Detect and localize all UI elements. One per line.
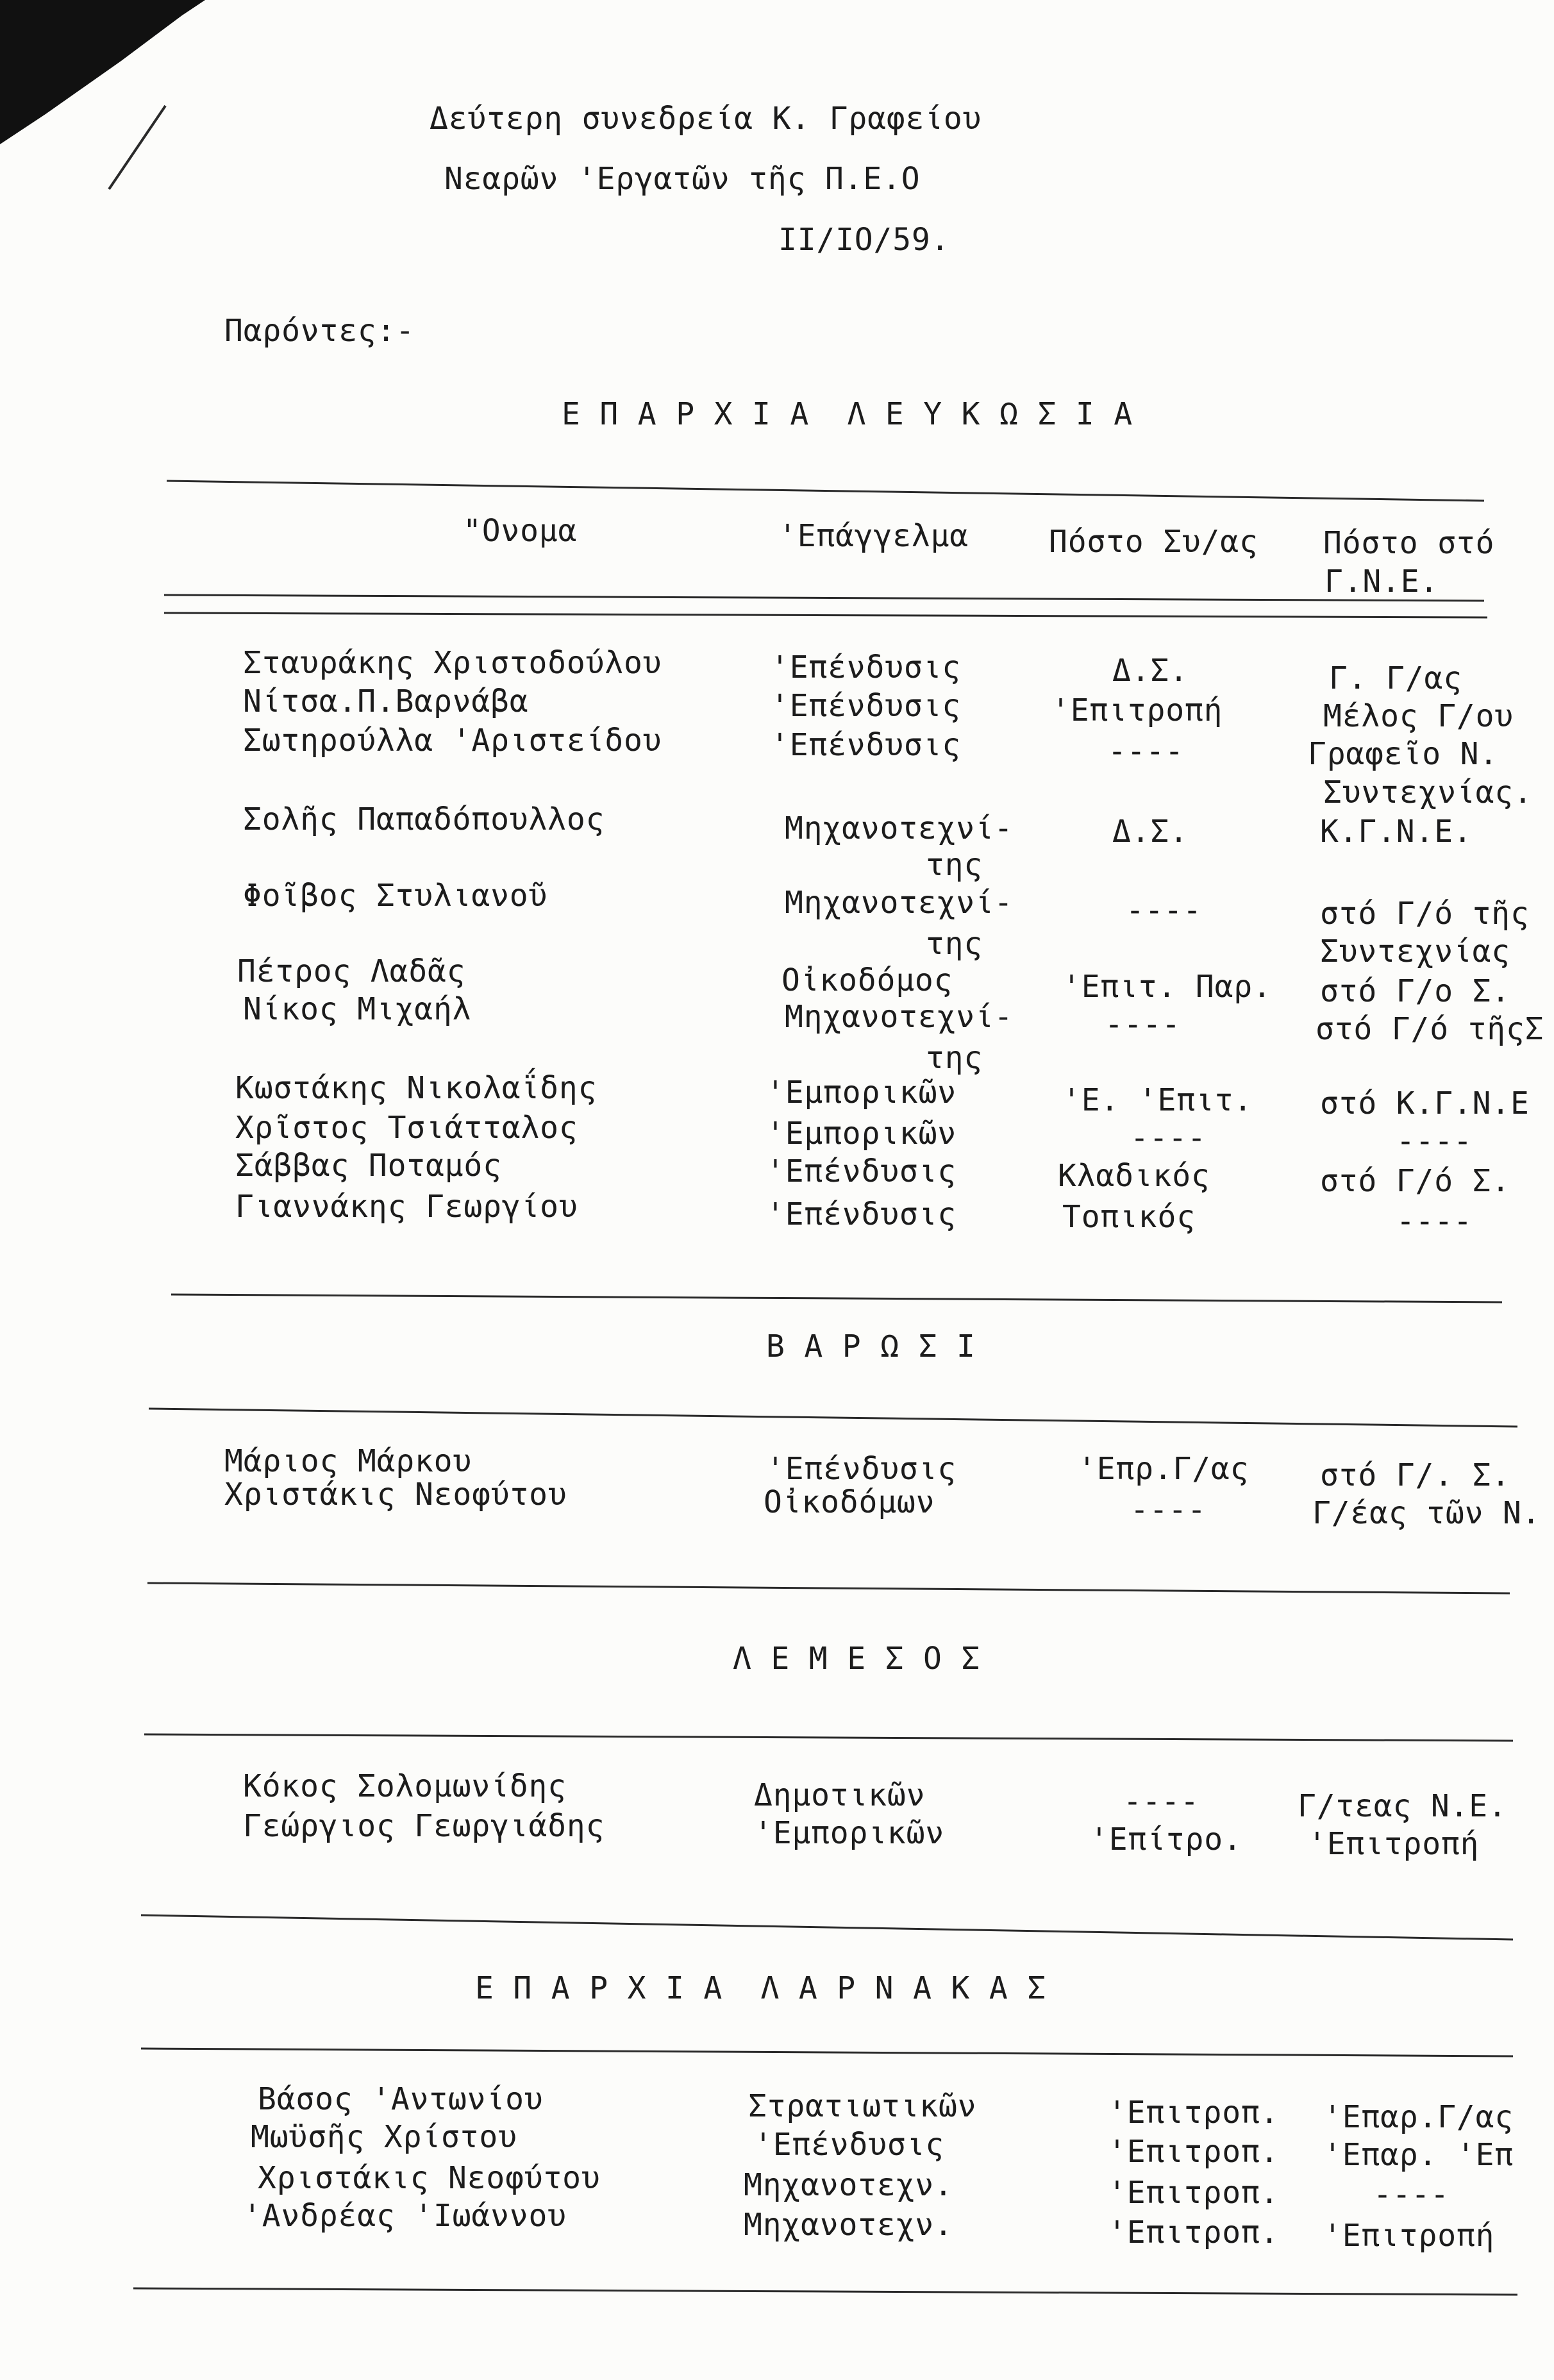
column-header-post-gne-cont: Γ.Ν.Ε. [1324, 564, 1439, 599]
union-post: Δ.Σ. [1112, 653, 1189, 689]
member-occupation: 'Επένδυσις [771, 688, 961, 724]
member-occupation-cont: της [926, 847, 983, 883]
gne-post: Μέλος Γ/ου [1323, 698, 1514, 734]
member-name: Γεώργιος Γεωργιάδης [243, 1808, 605, 1844]
union-post: 'Επιτροπ. [1108, 2134, 1280, 2170]
gne-post: Γ/τεας Ν.Ε. [1298, 1788, 1507, 1824]
member-occupation: Μηχανοτεχνί- [785, 810, 1014, 846]
column-header-post-union: Πόστο Συ/ας [1049, 524, 1258, 560]
gne-post-cont: Συντεχνίας [1320, 934, 1510, 969]
gne-post: ---- [1373, 2177, 1450, 2213]
member-name: Χρῖστος Τσιάτταλος [235, 1110, 578, 1146]
member-occupation: 'Επένδυσις [771, 727, 961, 763]
union-post: Τοπικός [1062, 1199, 1196, 1235]
member-occupation: 'Εμπορικῶν [766, 1116, 957, 1152]
member-name: Χριστάκις Νεοφύτου [258, 2160, 601, 2196]
union-post: 'Επίτρο. [1090, 1822, 1242, 1857]
union-post: 'Επρ.Γ/ας [1078, 1451, 1249, 1487]
gne-post: ---- [1396, 1123, 1473, 1159]
member-name: Νίκος Μιχαήλ [243, 991, 472, 1027]
gne-post: στό Γ/. Σ. [1320, 1457, 1510, 1493]
member-name: Νίτσα.Π.Βαρνάβα [243, 683, 529, 719]
member-occupation: Οἰκοδόμων [764, 1484, 935, 1520]
gne-post: 'Επαρ. 'Επ [1323, 2137, 1514, 2173]
union-post: 'Ε. 'Επιτ. [1062, 1082, 1253, 1118]
union-post: ---- [1108, 733, 1184, 769]
rule-line [164, 613, 1487, 617]
gne-post: ---- [1396, 1203, 1473, 1239]
member-name: Χριστάκις Νεοφύτου [224, 1477, 567, 1513]
member-occupation-cont: της [926, 1040, 983, 1076]
union-post: ---- [1105, 1007, 1181, 1043]
member-name: Μωϋσῆς Χρίστου [251, 2119, 517, 2155]
gne-post: στό Κ.Γ.Ν.Ε [1320, 1085, 1530, 1121]
union-post: ---- [1130, 1120, 1207, 1156]
rule-line [133, 2288, 1517, 2295]
member-name: 'Ανδρέας 'Ιωάννου [243, 2198, 567, 2234]
member-name: Σάββας Ποταμός [235, 1148, 502, 1184]
member-occupation: Μηχανοτεχνί- [785, 999, 1014, 1035]
union-post: ---- [1126, 892, 1202, 928]
rule-line [147, 1583, 1510, 1593]
gne-post: Γ/έας τῶν Ν. [1312, 1495, 1541, 1531]
member-name: Μάριος Μάρκου [224, 1443, 472, 1479]
member-occupation: 'Εμπορικῶν [766, 1075, 957, 1110]
gne-post: στό Γ/ο Σ. [1320, 973, 1510, 1009]
member-name: Σολῆς Παπαδόπουλλος [243, 801, 605, 837]
column-header-occupation: 'Επάγγελμα [778, 518, 969, 554]
union-post: ---- [1130, 1492, 1207, 1528]
union-post: 'Επιτροπ. [1108, 2175, 1280, 2211]
member-name: Κόκος Σολομωνίδης [243, 1768, 567, 1804]
gne-post: 'Επαρ.Γ/ας [1323, 2099, 1514, 2135]
gne-post: στό Γ/ό τῆς [1320, 896, 1530, 932]
column-header-post-gne: Πόστο στό [1323, 525, 1495, 561]
union-post: 'Επιτροπ. [1108, 2215, 1280, 2250]
member-occupation: Μηχανοτεχν. [744, 2207, 953, 2243]
member-name: Σωτηρούλλα 'Αριστείδου [243, 723, 662, 758]
section-title: Ε Π Α Ρ Χ Ι Α Λ Ε Υ Κ Ω Σ Ι Α [562, 396, 1133, 432]
union-post: 'Επιτροπή [1051, 692, 1223, 728]
rule-line [141, 1915, 1513, 1940]
document-subtitle: Νεαρῶν 'Εργατῶν τῆς Π.Ε.Ο [444, 161, 921, 197]
member-name: Σταυράκης Χριστοδούλου [243, 645, 662, 681]
gne-post: 'Επιτροπή [1308, 1826, 1480, 1862]
member-name: Κωστάκης Νικολαΐδης [235, 1070, 597, 1106]
union-post: ---- [1123, 1784, 1199, 1820]
rule-line [149, 1409, 1517, 1427]
union-post: Κλαδικός [1058, 1158, 1210, 1194]
section-title: Λ Ε Μ Ε Σ Ο Σ [733, 1641, 981, 1677]
document-date: II/IO/59. [778, 222, 950, 258]
rule-line [141, 2049, 1513, 2056]
member-occupation: 'Εμπορικῶν [754, 1815, 944, 1851]
member-occupation: Στρατιωτικῶν [748, 2088, 977, 2124]
column-header-name: "Ονομα [463, 513, 578, 549]
union-post: Δ.Σ. [1112, 814, 1189, 850]
gne-post-cont: Συντεχνίας. [1323, 775, 1533, 810]
gne-post: Γραφεῖο Ν. [1308, 736, 1498, 772]
member-occupation: Μηχανοτεχνί- [785, 885, 1014, 921]
present-label: Παρόντες:- [224, 313, 415, 349]
member-name: Γιαννάκης Γεωργίου [235, 1189, 578, 1225]
section-title: Β Α Ρ Ω Σ Ι [766, 1328, 976, 1364]
rule-line [144, 1734, 1513, 1741]
gne-post: στό Γ/ό τῆςΣ [1316, 1011, 1544, 1047]
gne-post: Κ.Γ.Ν.Ε. [1320, 814, 1473, 850]
member-name: Πέτρος Λαδᾶς [237, 953, 466, 989]
gne-post: στό Γ/ό Σ. [1320, 1163, 1510, 1199]
union-post: 'Επιτ. Παρ. [1062, 969, 1272, 1005]
pen-mark [109, 106, 165, 189]
member-occupation: Οἰκοδόμος [781, 962, 953, 998]
member-occupation: 'Επένδυσις [766, 1451, 957, 1487]
rule-line [167, 481, 1484, 501]
member-occupation: 'Επένδυσις [766, 1153, 957, 1189]
gne-post: Γ. Γ/ας [1329, 660, 1462, 696]
section-title: Ε Π Α Ρ Χ Ι Α Λ Α Ρ Ν Α Κ Α Σ [475, 1970, 1046, 2006]
member-name: Φοῖβος Στυλιανοῦ [243, 878, 548, 914]
member-occupation-cont: της [926, 926, 983, 962]
member-name: Βάσος 'Αντωνίου [258, 2081, 544, 2117]
gne-post: 'Επιτροπή [1323, 2218, 1495, 2254]
member-occupation: Μηχανοτεχν. [744, 2167, 953, 2203]
member-occupation: Δημοτικῶν [754, 1777, 926, 1813]
scan-corner-mark [0, 0, 205, 144]
member-occupation: 'Επένδυσις [754, 2127, 944, 2163]
member-occupation: 'Επένδυσις [766, 1196, 957, 1232]
member-occupation: 'Επένδυσις [771, 649, 961, 685]
document-title: Δεύτερη συνεδρεία Κ. Γραφείου [430, 101, 982, 137]
rule-line [164, 595, 1484, 601]
union-post: 'Επιτροπ. [1108, 2095, 1280, 2131]
rule-line [171, 1295, 1502, 1302]
